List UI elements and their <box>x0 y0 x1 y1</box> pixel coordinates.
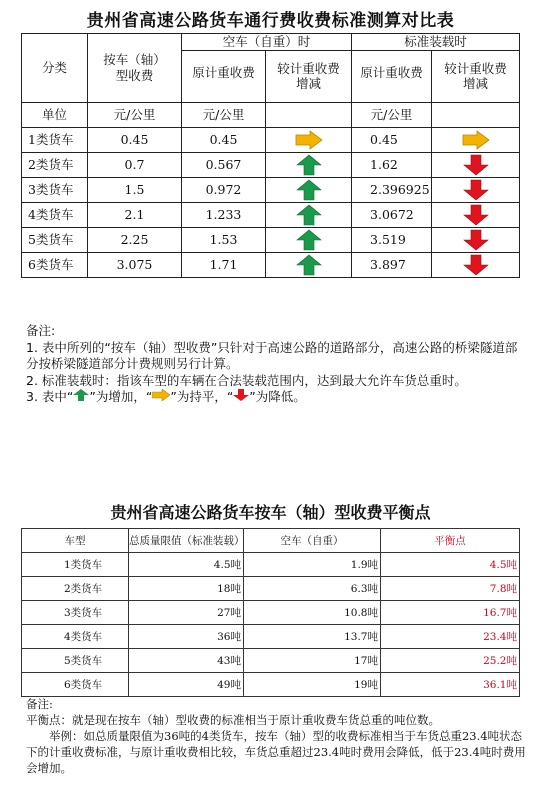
note-3-part-a: 3. 表中“ <box>26 389 74 404</box>
balance-point-value: 23.4吨 <box>381 625 520 649</box>
header-orig-weight-fee: 原计重收费 <box>182 50 266 102</box>
axle-fee-value: 0.7 <box>88 152 182 177</box>
notes2-heading: 备注: <box>26 697 53 711</box>
mass-limit-value: 36吨 <box>129 625 244 649</box>
axle-fee-value: 3.075 <box>88 252 182 277</box>
up-arrow-icon <box>73 389 89 406</box>
vehicle-type: 1类货车 <box>22 553 129 577</box>
vehicle-type: 6类货车 <box>22 673 129 697</box>
header-axle-fee: 按车（轴）型收费 <box>88 34 182 103</box>
mass-limit-value: 49吨 <box>129 673 244 697</box>
table-row <box>22 673 520 697</box>
vehicle-class: 4类货车 <box>22 202 88 227</box>
standard-load-fee-value: 0.45 <box>352 127 432 152</box>
header-category: 分类 <box>22 34 88 103</box>
note-3-part-d: ”为降低。 <box>249 389 306 404</box>
empty-weight-value: 6.3吨 <box>244 577 381 601</box>
standard-load-fee-value: 1.62 <box>352 152 432 177</box>
header-standard-load: 标准装载时 <box>352 34 520 51</box>
empty-weight-fee-value: 1.71 <box>182 252 266 277</box>
axle-fee-value: 2.1 <box>88 202 182 227</box>
unit-blank-2 <box>432 102 520 127</box>
vehicle-class: 6类货车 <box>22 252 88 277</box>
up-arrow-icon <box>266 177 352 202</box>
balance-point-value: 7.8吨 <box>381 577 520 601</box>
header-change-vs-weight-2: 较计重收费增减 <box>432 50 520 102</box>
vehicle-class: 3类货车 <box>22 177 88 202</box>
right-arrow-icon <box>152 389 170 406</box>
note-3-part-c: ”为持平，“ <box>170 389 234 404</box>
empty-weight-value: 10.8吨 <box>244 601 381 625</box>
right-arrow-icon <box>266 127 352 152</box>
empty-weight-fee-value: 0.972 <box>182 177 266 202</box>
up-arrow-icon <box>266 202 352 227</box>
header-balance-point: 平衡点 <box>381 529 520 553</box>
table2-title: 贵州省高速公路货车按车（轴）型收费平衡点 <box>110 503 431 522</box>
balance-point-value: 16.7吨 <box>381 601 520 625</box>
unit-blank-1 <box>266 102 352 127</box>
table-row <box>22 625 520 649</box>
table-row <box>22 601 520 625</box>
note-3-part-b: ”为增加，“ <box>89 389 153 404</box>
table-row <box>22 177 520 202</box>
empty-weight-value: 17吨 <box>244 649 381 673</box>
balance-point-definition: 平衡点：就是现在按车（轴）型收费的标准相当于原计重收费车货总重的吨位数。 <box>26 713 440 727</box>
header-vehicle-type: 车型 <box>22 529 129 553</box>
down-arrow-icon <box>432 152 520 177</box>
table1-body <box>22 127 520 277</box>
standard-load-fee-value: 3.519 <box>352 227 432 252</box>
axle-fee-value: 2.25 <box>88 227 182 252</box>
vehicle-class: 2类货车 <box>22 152 88 177</box>
empty-weight-fee-value: 1.233 <box>182 202 266 227</box>
vehicle-class: 5类货车 <box>22 227 88 252</box>
notes-section-1 <box>26 323 520 406</box>
vehicle-type: 2类货车 <box>22 577 129 601</box>
unit-label: 单位 <box>22 102 88 127</box>
balance-point-example: 举例：如总质量限值为36吨的4类货车，按车（轴）型的收费标准相当于车货总重23.4吨状态下的计重收费标准，与原计重收费相比较，车货总重超过23.4吨时费用会降低，低于23.4吨时费用会增加。 <box>26 729 526 775</box>
axle-fee-value: 0.45 <box>88 127 182 152</box>
table-row <box>22 152 520 177</box>
axle-fee-value: 1.5 <box>88 177 182 202</box>
down-arrow-icon <box>233 389 249 406</box>
table-row <box>22 127 520 152</box>
balance-point-value: 4.5吨 <box>381 553 520 577</box>
note-1: 1. 表中所列的“按车（轴）型收费”只针对于高速公路的道路部分，高速公路的桥梁隧道部分按桥梁隧道部分计费规则另行计算。 <box>26 339 518 371</box>
up-arrow-icon <box>266 227 352 252</box>
empty-weight-fee-value: 0.45 <box>182 127 266 152</box>
standard-load-fee-value: 3.0672 <box>352 202 432 227</box>
table-row <box>22 252 520 277</box>
table-row <box>22 227 520 252</box>
table2-body <box>22 553 520 697</box>
notes-heading: 备注: <box>26 323 56 338</box>
right-arrow-icon <box>432 127 520 152</box>
table1-title: 贵州省高速公路货车通行费收费标准测算对比表 <box>86 11 455 31</box>
unit-axle: 元/公里 <box>88 102 182 127</box>
table-row <box>22 649 520 673</box>
vehicle-type: 5类货车 <box>22 649 129 673</box>
note-3 <box>26 389 520 406</box>
mass-limit-value: 18吨 <box>129 577 244 601</box>
standard-load-fee-value: 2.396925 <box>352 177 432 202</box>
unit-empty: 元/公里 <box>182 102 266 127</box>
empty-weight-value: 19吨 <box>244 673 381 697</box>
balance-point-table <box>21 528 520 697</box>
vehicle-type: 4类货车 <box>22 625 129 649</box>
balance-point-value: 25.2吨 <box>381 649 520 673</box>
header-orig-weight-fee-2: 原计重收费 <box>352 50 432 102</box>
mass-limit-value: 27吨 <box>129 601 244 625</box>
vehicle-class: 1类货车 <box>22 127 88 152</box>
table-row <box>22 202 520 227</box>
down-arrow-icon <box>432 227 520 252</box>
notes-section-2 <box>26 696 526 776</box>
note-2: 2. 标准装载时：指该车型的车辆在合法装载范围内，达到最大允许车货总重时。 <box>26 372 467 388</box>
header-mass-limit: 总质量限值（标准装载） <box>129 529 244 553</box>
header-empty-weight: 空车（自重） <box>244 529 381 553</box>
down-arrow-icon <box>432 202 520 227</box>
header-change-vs-weight: 较计重收费增减 <box>266 50 352 102</box>
mass-limit-value: 43吨 <box>129 649 244 673</box>
up-arrow-icon <box>266 252 352 277</box>
empty-weight-fee-value: 1.53 <box>182 227 266 252</box>
mass-limit-value: 4.5吨 <box>129 553 244 577</box>
header-empty-vehicle: 空车（自重）时 <box>182 34 352 51</box>
empty-weight-value: 1.9吨 <box>244 553 381 577</box>
balance-point-value: 36.1吨 <box>381 673 520 697</box>
unit-standard: 元/公里 <box>352 102 432 127</box>
down-arrow-icon <box>432 177 520 202</box>
standard-load-fee-value: 3.897 <box>352 252 432 277</box>
down-arrow-icon <box>432 252 520 277</box>
empty-weight-fee-value: 0.567 <box>182 152 266 177</box>
vehicle-type: 3类货车 <box>22 601 129 625</box>
toll-comparison-table <box>21 33 520 278</box>
table-row <box>22 577 520 601</box>
empty-weight-value: 13.7吨 <box>244 625 381 649</box>
up-arrow-icon <box>266 152 352 177</box>
table-row <box>22 553 520 577</box>
